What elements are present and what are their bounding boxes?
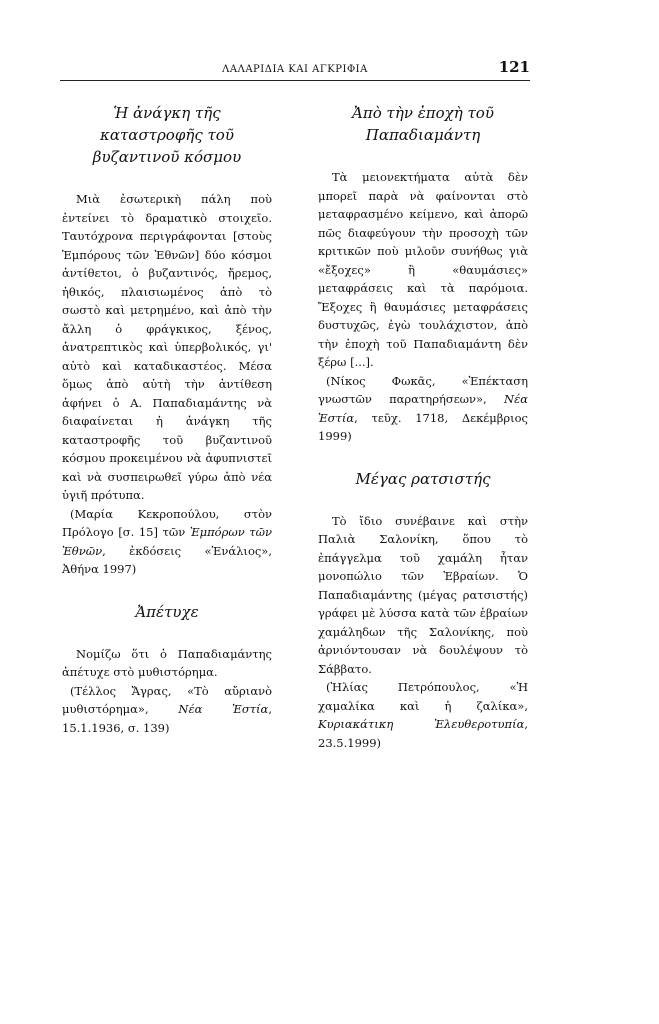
source-italic: Ἐμπόρων τῶν Ἐθνῶν <box>62 525 272 558</box>
section-title-line-1: Μέγας ρατσιστής <box>355 469 491 488</box>
section-body: Τὸ ἴδιο συνέβαινε καὶ στὴν Παλιὰ Σαλονίκη, ὅπου τὸ ἐπάγγελμα τοῦ χαμάλη ἦταν μονοπώλιο τῶν Ἑβραίων. Ὁ Παπαδιαμάντης (μέγας ρατσιστής) γράφει μὲ λύσσα κατὰ τῶν ἑβραίων χαμάληδων τῆς Σαλονίκης, ποὺ ἀρνιόντουσαν νὰ δουλέψουν τὸ Σάββατο. <box>318 513 528 676</box>
page-number: 121 <box>498 58 530 76</box>
source-text: (Τέλλος Ἄγρας, «Τὸ αὔριανὸ μυθιστόρημα», <box>62 683 272 716</box>
section-title-line-2: βυζαντινοῦ κόσμου <box>92 148 242 166</box>
section-source <box>62 505 272 579</box>
section-title-line-1: Ἀπὸ τὴν ἐποχὴ τοῦ <box>352 104 494 122</box>
source-text-end: , 15.1.1936, σ. 139) <box>62 702 272 735</box>
section-title-line-1: Ἀπέτυχε <box>135 602 199 621</box>
section-body: Τὰ μειονεκτήματα αὐτὰ δὲν μπορεῖ παρὰ νὰ φαίνονται στὸ μεταφρασμένο κείμενο, καὶ ἀπορῶ πῶς διαφεύγουν τὴν προσοχὴ τῶν κριτικῶν ποὺ μιλοῦν συνήθως γιὰ «ἔξοχες» ἢ «θαυμάσιες» μεταφράσεις καὶ τὰ παρόμοια. Ἔξοχες ἢ θαυμάσιες μεταφράσεις δυστυχῶς, ἐγὼ τουλάχιστον, ἀπὸ τὴν ἐποχὴ τοῦ Παπαδιαμάντη δὲν ξέρω [...]. <box>318 170 528 369</box>
section-source <box>318 372 528 446</box>
section-body: Νομίζω ὅτι ὁ Παπαδιαμάντης ἀπέτυχε στὸ μυθιστόρημα. <box>62 646 272 679</box>
running-head: ΛΑΛΑΡΙΔΙΑ ΚΑΙ ΑΓΚΡΙΦΙΑ <box>222 64 368 75</box>
section-title-racist <box>318 468 528 490</box>
section-source <box>318 678 528 752</box>
source-text-end: , 23.5.1999) <box>318 717 528 750</box>
section-title-line-2: Παπαδιαμάντη <box>365 126 481 144</box>
source-text-end: , ἐκδόσεις «Ἐνάλιος», Ἀθήνα 1997) <box>62 543 272 576</box>
section-title-failed <box>62 601 272 623</box>
source-italic: Νέα Ἑστία <box>318 392 528 425</box>
source-italic: Νέα Ἑστία <box>178 702 269 716</box>
section-title-era <box>318 102 528 146</box>
source-text: (Νίκος Φωκᾶς, «Ἐπέκταση γνωστῶν παρατηρήσεων», <box>318 373 528 406</box>
section-body: Μιὰ ἐσωτερικὴ πάλη ποὺ ἐντείνει τὸ δραματικὸ στοιχεῖο. Ταυτόχρονα περιγράφονται [στοὺς Ἐμπόρους τῶν Ἐθνῶν] δύο κόσμοι ἀντίθετοι, ὁ βυζαντινός, ἤρεμος, ἠθικός, πλαισιωμένος ἀπὸ τὸ σωστὸ καὶ μετρημένο, καὶ ἀπὸ τὴν ἄλλη ὁ φράγκικος, ξένος, ἀνατρεπτικὸς καὶ ὑπερβολικός, γι' αὐτὸ καὶ καταδικαστέος. Μέσα ὅμως ἀπὸ αὐτὴ τὴν ἀντίθεση ἀφήνει ὁ Α. Παπαδιαμάντης νὰ διαφαίνεται ἡ ἀνάγκη τῆς καταστροφῆς τοῦ βυζαντινοῦ κόσμου προκειμένου νὰ ἀφυπνιστεῖ καὶ νὰ συσπειρωθεῖ γύρω ἀπὸ νέα ὑγιῆ πρότυπα. <box>62 192 272 502</box>
section-source <box>62 682 272 738</box>
page-header <box>60 58 530 82</box>
header-rule <box>60 80 530 81</box>
section-title-line-1: Ἡ ἀνάγκη τῆς καταστροφῆς τοῦ <box>100 104 234 144</box>
source-text: (Μαρία Κεκροπούλου, στὸν Πρόλογο [σ. 15] τῶν <box>62 506 272 539</box>
right-column <box>318 102 528 752</box>
source-italic: Κυριακάτικη Ἐλευθεροτυπία <box>318 717 525 731</box>
source-text: (Ἠλίας Πετρόπουλος, «Ἡ χαμαλίκα καὶ ἡ ζαλίκα», <box>318 680 528 713</box>
source-text-end: , τεῦχ. 1718, Δεκέμβριος 1999) <box>318 410 528 443</box>
section-title-necessity <box>62 102 272 168</box>
left-column <box>62 102 272 737</box>
